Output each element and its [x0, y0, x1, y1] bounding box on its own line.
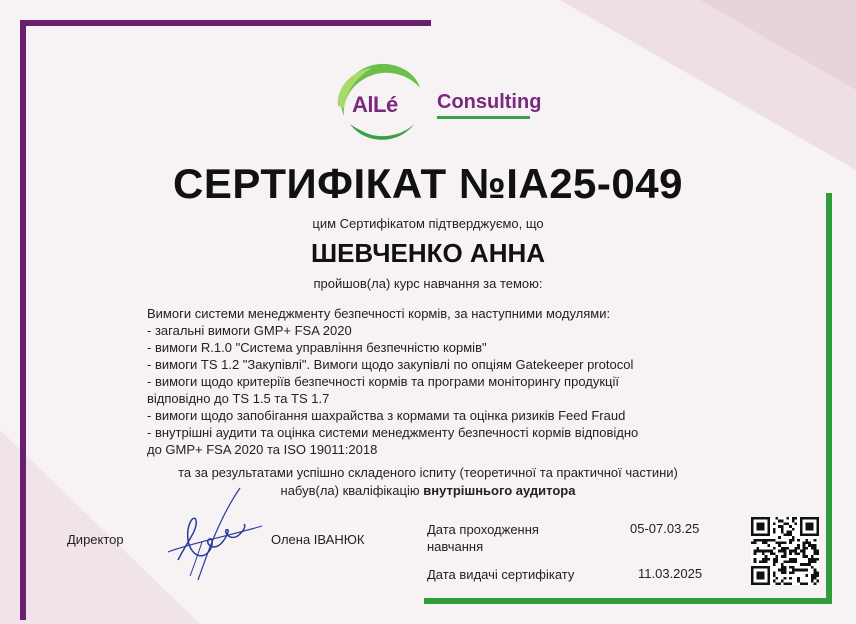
- director-role: Директор: [67, 532, 124, 547]
- result-line-1: та за результатами успішно складеного іспиту (теоретичної та практичної частини): [178, 465, 678, 480]
- training-date-label-line-2: навчання: [427, 539, 484, 554]
- course-description: [147, 305, 737, 458]
- logo-wordmark: Consulting: [437, 91, 542, 113]
- certificate-title: СЕРТИФІКАТ №IA25-049: [173, 160, 683, 207]
- issue-date-label: Дата видачі сертифікату: [427, 567, 575, 582]
- director-name: Олена ІВАНЮК: [271, 532, 365, 547]
- course-line: відповідно до TS 1.5 та TS 1.7: [147, 391, 330, 406]
- course-line: Вимоги системи менеджменту безпечності кормів, за наступними модулями:: [147, 306, 611, 321]
- logo-mark-text: AlLé: [352, 92, 398, 117]
- training-date-label-line-1: Дата проходження: [427, 522, 539, 537]
- result-line-2: [0, 482, 856, 500]
- recipient-name: ШЕВЧЕНКО АННА: [310, 238, 546, 268]
- confirm-text: цим Сертифікатом підтверджуємо, що: [312, 216, 544, 231]
- training-date-label: [427, 521, 539, 555]
- course-line: - загальні вимоги GMP+ FSA 2020: [147, 323, 352, 338]
- frame-bottom-bar: [424, 598, 832, 604]
- course-line: - вимоги щодо запобігання шахрайства з кормами та оцінка ризиків Feed Fraud: [147, 408, 626, 423]
- frame-top-bar: [20, 20, 431, 26]
- result-line-2-prefix: набув(ла) кваліфікацію: [280, 483, 424, 498]
- course-line: - внутрішні аудити та оцінка системи менеджменту безпечності кормів відповідно: [147, 425, 639, 440]
- course-line: - вимоги R.1.0 "Система управління безпечністю кормів": [147, 340, 487, 355]
- qualification: внутрішнього аудитора: [423, 483, 576, 498]
- logo-underline: [437, 116, 530, 119]
- course-line: до GMP+ FSA 2020 та ISO 19011:2018: [147, 442, 378, 457]
- course-line: - вимоги TS 1.2 "Закупівлі". Вимоги щодо закупівлі по опціям Gatekeeper protocol: [147, 357, 634, 372]
- result-text: [0, 464, 856, 500]
- issue-date-value: 11.03.2025: [638, 566, 703, 581]
- passed-text: пройшов(ла) курс навчання за темою:: [313, 276, 543, 291]
- qr-code-icon: [751, 517, 819, 585]
- company-logo: [330, 58, 550, 148]
- course-line: - вимоги щодо критеріїв безпечності кормів та програми моніторингу продукції: [147, 374, 619, 389]
- training-date-value: 05-07.03.25: [630, 521, 700, 536]
- frame-left-bar: [20, 20, 26, 620]
- signature-image: [158, 480, 268, 590]
